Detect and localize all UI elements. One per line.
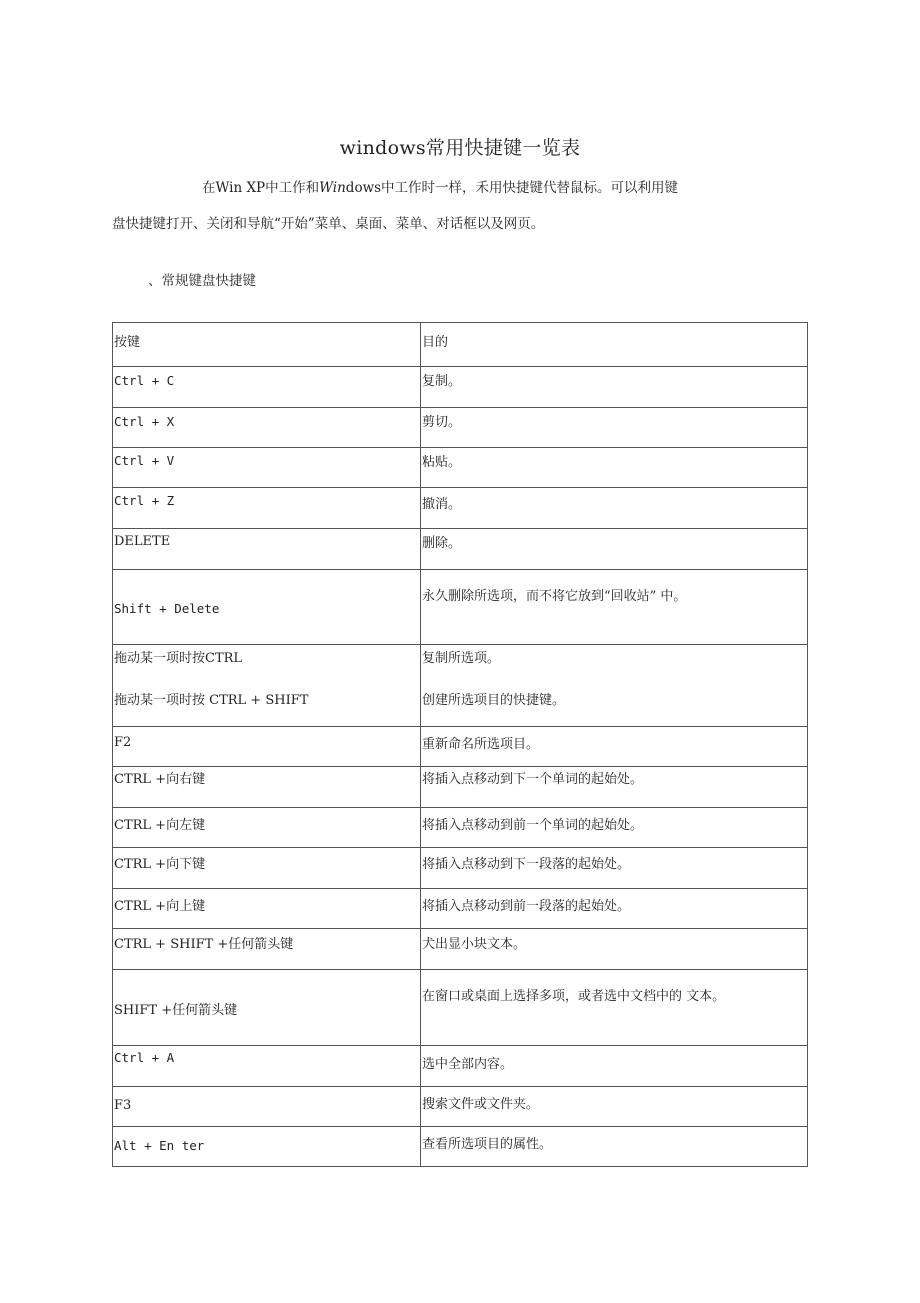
purpose-text: 复制所选项。 (422, 651, 501, 666)
key-cell (113, 529, 421, 570)
purpose-text: 搜索文件或文件夹。 (422, 1097, 540, 1112)
table-row (113, 645, 808, 727)
key-cell (113, 727, 421, 767)
key-text: Ctrl + A (114, 1050, 175, 1065)
purpose-cell (421, 767, 808, 808)
key-cell (113, 570, 421, 645)
key-text: Ctrl + C (114, 373, 175, 388)
purpose-text: 永久删除所选项，而不将它放到“回收站” 中。 (422, 589, 687, 604)
table-row (113, 570, 808, 645)
key-text: SHIFT +任何箭头键 (114, 1003, 238, 1018)
key-text: Ctrl + X (114, 414, 175, 429)
purpose-text: 犬出显小块文本。 (422, 937, 527, 952)
key-text: Shift + Delete (114, 601, 220, 616)
key-cell (113, 1087, 421, 1127)
table-row (113, 929, 808, 970)
purpose-cell (421, 808, 808, 848)
intro-paragraph-line2: 盘快捷键打开、关闭和导航“开始”菜单、桌面、菜单、对话框以及网页。 (112, 216, 545, 232)
key-cell (113, 970, 421, 1046)
purpose-text: 选中全部内容。 (422, 1057, 514, 1072)
key-text-secondary: 拖动某一项时按 CTRL + SHIFT (114, 693, 309, 708)
key-text: Ctrl + Z (114, 493, 175, 508)
purpose-cell (421, 1127, 808, 1167)
table-row (113, 889, 808, 929)
table-row (113, 367, 808, 408)
key-text: CTRL +向右键 (114, 772, 206, 787)
key-cell (113, 645, 421, 727)
table-row (113, 1046, 808, 1087)
key-cell (113, 889, 421, 929)
table-header-row (113, 323, 808, 367)
key-text: CTRL + SHIFT +任何箭头键 (114, 937, 294, 952)
key-text: CTRL +向下键 (114, 857, 206, 872)
purpose-text: 将插入点移动到前一个单词的起始处。 (422, 818, 644, 833)
key-cell (113, 488, 421, 529)
purpose-text: 撤消。 (422, 497, 462, 512)
purpose-text: 将插入点移动到前一段落的起始处。 (422, 899, 631, 914)
purpose-cell (421, 408, 808, 448)
table-row (113, 848, 808, 889)
key-text: Alt + En ter (114, 1138, 205, 1153)
purpose-text: 查看所选项目的属性。 (422, 1137, 553, 1152)
purpose-cell (421, 889, 808, 929)
key-cell (113, 448, 421, 488)
intro-text-c: dows中工作时一样，禾用快捷键代替鼠标。可以利用键 (345, 180, 679, 196)
purpose-text: 将插入点移动到下一段落的起始处。 (422, 857, 631, 872)
key-text: CTRL +向左键 (114, 818, 206, 833)
purpose-text: 剪切。 (422, 415, 462, 430)
purpose-cell (421, 1046, 808, 1087)
table-row (113, 808, 808, 848)
key-cell (113, 1046, 421, 1087)
table-row (113, 529, 808, 570)
table-row (113, 970, 808, 1046)
page-title: windows常用快捷键一览表 (339, 137, 581, 159)
table-row (113, 1127, 808, 1167)
header-purpose (421, 323, 808, 367)
key-cell (113, 848, 421, 889)
header-key-label: 按键 (114, 335, 141, 350)
key-cell (113, 929, 421, 970)
intro-text-a: 在Win XP中工作和 (202, 180, 320, 196)
purpose-cell (421, 529, 808, 570)
purpose-cell (421, 448, 808, 488)
intro-text-italic: Win (319, 180, 346, 196)
key-text: Ctrl + V (114, 453, 175, 468)
purpose-text: 粘贴。 (422, 455, 462, 470)
key-text: F2 (114, 735, 132, 750)
key-text: F3 (114, 1098, 132, 1113)
shortcut-table (112, 322, 808, 1167)
table-row (113, 408, 808, 448)
purpose-cell (421, 645, 808, 727)
key-cell (113, 1127, 421, 1167)
purpose-text-secondary: 创建所选项目的快捷键。 (422, 693, 566, 708)
purpose-text: 将插入点移动到下一个单词的起始处。 (422, 772, 644, 787)
key-cell (113, 767, 421, 808)
purpose-cell (421, 848, 808, 889)
purpose-cell (421, 367, 808, 408)
purpose-text: 复制。 (422, 374, 462, 389)
key-cell (113, 367, 421, 408)
table-row (113, 727, 808, 767)
table-row (113, 1087, 808, 1127)
key-cell (113, 408, 421, 448)
purpose-cell (421, 488, 808, 529)
purpose-cell (421, 929, 808, 970)
key-cell (113, 808, 421, 848)
section-heading: 、常规键盘快捷键 (148, 273, 256, 289)
purpose-text: 删除。 (422, 536, 462, 551)
key-text: CTRL +向上键 (114, 899, 206, 914)
header-key (113, 323, 421, 367)
table-row (113, 767, 808, 808)
purpose-cell (421, 570, 808, 645)
intro-paragraph-line1 (202, 176, 678, 196)
purpose-cell (421, 727, 808, 767)
purpose-cell (421, 1087, 808, 1127)
key-text: 拖动某一项时按CTRL (114, 651, 243, 666)
purpose-cell (421, 970, 808, 1046)
purpose-text: 在窗口或桌面上选择多项，或者选中文档中的 文本。 (422, 989, 726, 1004)
table-row (113, 488, 808, 529)
table-row (113, 448, 808, 488)
purpose-text: 重新命名所选项目。 (422, 737, 540, 752)
key-text: DELETE (114, 534, 171, 549)
header-purpose-label: 目的 (422, 335, 449, 350)
